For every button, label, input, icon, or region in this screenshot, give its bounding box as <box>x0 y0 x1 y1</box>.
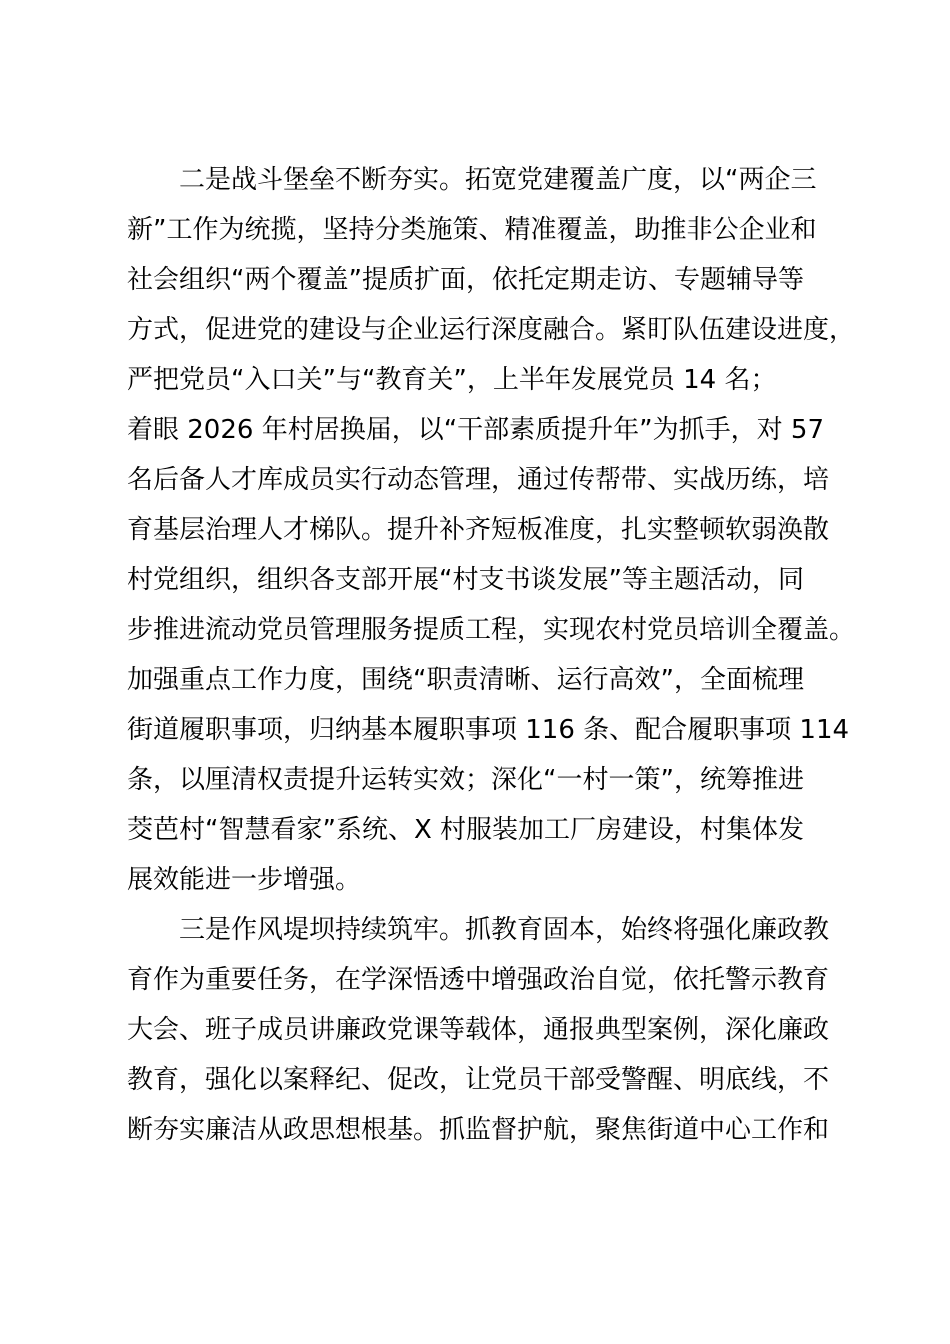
paragraph-combat-fortress <box>127 155 856 905</box>
text-line: 展效能进一步增强。 <box>127 865 362 895</box>
text-line: 村党组织，组织各支部开展“村支书谈发展”等主题活动，同 <box>127 565 804 595</box>
text-line: 着眼 2026 年村居换届，以“干部素质提升年”为抓手，对 57 <box>127 415 824 445</box>
text-line: 断夯实廉洁从政思想根基。抓监督护航，聚焦街道中心工作和 <box>127 1115 830 1145</box>
text-line: 名后备人才库成员实行动态管理，通过传帮带、实战历练，培 <box>127 465 830 495</box>
text-line: 社会组织“两个覆盖”提质扩面，依托定期走访、专题辅导等 <box>127 265 804 295</box>
text-line: 二是战斗堡垒不断夯实。拓宽党建覆盖广度，以“两企三 <box>179 165 817 195</box>
document-body <box>127 155 856 1155</box>
text-line: 茭芭村“智慧看家”系统、X 村服装加工厂房建设，村集体发 <box>127 815 805 845</box>
text-line: 三是作风堤坝持续筑牢。抓教育固本，始终将强化廉政教 <box>179 915 830 945</box>
text-line: 步推进流动党员管理服务提质工程，实现农村党员培训全覆盖。 <box>127 615 856 645</box>
text-line: 大会、班子成员讲廉政党课等载体，通报典型案例，深化廉政 <box>127 1015 830 1045</box>
text-line: 街道履职事项，归纳基本履职事项 116 条、配合履职事项 114 <box>127 715 850 745</box>
text-line: 方式，促进党的建设与企业运行深度融合。紧盯队伍建设进度， <box>127 315 856 345</box>
text-line: 加强重点工作力度，围绕“职责清晰、运行高效”，全面梳理 <box>127 665 804 695</box>
text-line: 育基层治理人才梯队。提升补齐短板准度，扎实整顿软弱涣散 <box>127 515 830 545</box>
text-line: 严把党员“入口关”与“教育关”，上半年发展党员 14 名； <box>127 365 777 395</box>
text-line: 教育，强化以案释纪、促改，让党员干部受警醒、明底线，不 <box>127 1065 830 1095</box>
text-line: 条，以厘清权责提升运转实效；深化“一村一策”，统筹推进 <box>127 765 804 795</box>
text-line: 新”工作为统揽，坚持分类施策、精准覆盖，助推非公企业和 <box>127 215 817 245</box>
paragraph-work-style <box>127 905 837 1155</box>
text-line: 育作为重要任务，在学深悟透中增强政治自觉，依托警示教育 <box>127 965 830 995</box>
